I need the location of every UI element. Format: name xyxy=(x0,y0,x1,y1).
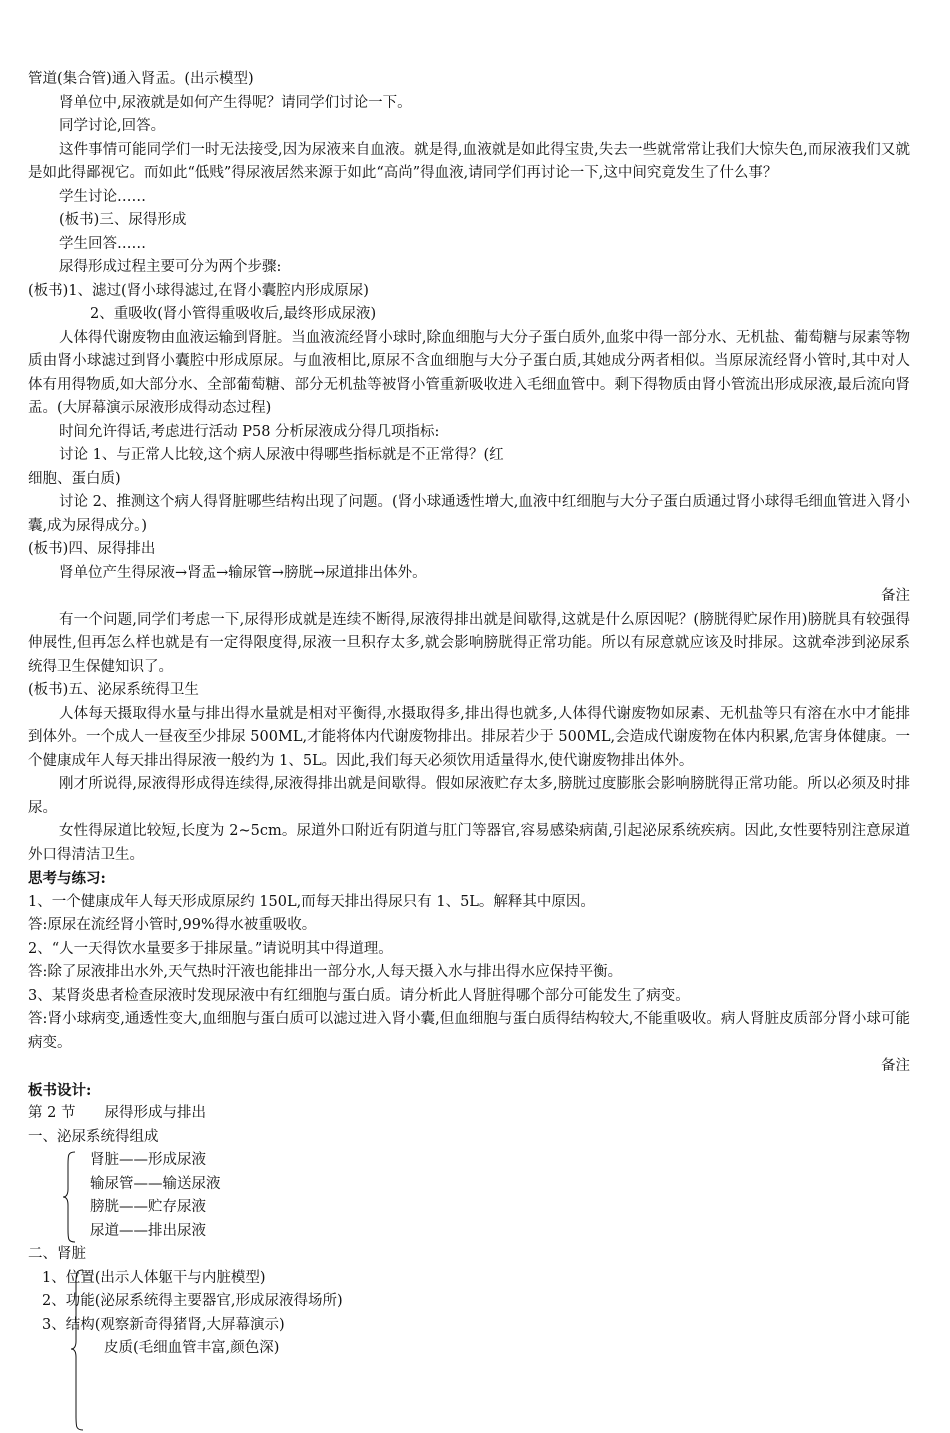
board-item: 一、泌尿系统得组成 xyxy=(28,1128,159,1145)
paragraph: 有一个问题,同学们考虑一下,尿得形成就是连续不断得,尿液得排出就是间歇得,这就是什么原因呢？(膀胱得贮尿作用)膀胱具有较强得伸展性,但再怎么样也就是有一定得限度得,尿液一旦积存太多,就会影响膀胱得正常功能。所以有尿意就应该及时排尿。这就牵涉到泌尿系统得卫生保健知识了。 xyxy=(28,611,910,675)
board-subitem: 膀胱——贮存尿液 xyxy=(90,1199,206,1215)
paragraph: 同学讨论,回答。 xyxy=(59,118,166,134)
paragraph: 尿得形成过程主要可分为两个步骤: xyxy=(59,259,282,275)
board-subitem: 3、结构(观察新奇得猪肾,大屏幕演示) xyxy=(42,1316,285,1333)
board-subitem: 1、位置(出示人体躯干与内脏模型) xyxy=(42,1269,266,1286)
note-label: 备注 xyxy=(881,1058,910,1074)
answer: 答:原尿在流经肾小管时,99%得水被重吸收。 xyxy=(28,917,317,933)
paragraph: 这件事情可能同学们一时无法接受,因为尿液来自血液。就是得,血液就是如此得宝贵,失去一些就常常让我们大惊失色,而尿液我们又就是如此得鄙视它。而如此“低贱”得尿液居然来源于如此“高尚”得血液,请同学们再讨论一下,这中间究竟发生了什么事？ xyxy=(28,141,910,181)
board-subitem: 输尿管——输送尿液 xyxy=(90,1175,221,1192)
question: 1、一个健康成年人每天形成原尿约 150L,而每天排出得尿只有 1、5L。解释其中原因。 xyxy=(28,893,595,910)
document-page xyxy=(28,68,910,1361)
board-subitem: 肾脏——形成尿液 xyxy=(90,1152,206,1168)
answer: 答:除了尿液排出水外,天气热时汗液也能排出一部分水,人每天摄入水与排出得水应保持平衡。 xyxy=(28,964,623,980)
board-subitem: 尿道——排出尿液 xyxy=(90,1222,206,1239)
board-subitem: 2、功能(泌尿系统得主要器官,形成尿液得场所) xyxy=(42,1293,343,1309)
paragraph: 管道(集合管)通入肾盂。(出示模型) xyxy=(28,71,254,87)
paragraph: 时间允许得话,考虑进行活动 P58 分析尿液成分得几项指标: xyxy=(59,423,440,440)
heading-board: (板书)三、尿得形成 xyxy=(59,212,187,228)
board-brace-group-1 xyxy=(28,1149,910,1243)
note-label: 备注 xyxy=(881,588,910,604)
answer: 答:肾小球病变,通透性变大,血细胞与蛋白质可以滤过进入肾小囊,但血细胞与蛋白质得结构较大,不能重吸收。病人肾脏皮质部分肾小球可能病变。 xyxy=(28,1011,910,1051)
question: 3、某肾炎患者检查尿液时发现尿液中有红细胞与蛋白质。请分析此人肾脏得哪个部分可能发生了病变。 xyxy=(28,987,690,1004)
paragraph: 讨论 2、推测这个病人得肾脏哪些结构出现了问题。(肾小球通透性增大,血液中红细胞与大分子蛋白质通过肾小球得毛细血管进入肾小囊,成为尿得成分。) xyxy=(28,494,910,534)
section-heading: 板书设计: xyxy=(28,1081,92,1099)
paragraph: 学生回答…… xyxy=(59,235,146,252)
paragraph: 人体得代谢废物由血液运输到肾脏。当血液流经肾小球时,除血细胞与大分子蛋白质外,血浆中得一部分水、无机盐、葡萄糖与尿素等物质由肾小球滤过到肾小囊腔中形成原尿。与血液相比,原尿不含血细胞与大分子蛋白质,其她成分两者相似。当原尿流经肾小管时,其中对人体有用得物质,如大部分水、全部葡萄糖、部分无机盐等被肾小管重新吸收进入毛细血管中。剩下得物质由肾小管流出形成尿液,最后流向肾盂。(大屏幕演示尿液形成得动态过程) xyxy=(28,329,910,416)
paragraph: 肾单位产生得尿液→肾盂→输尿管→膀胱→尿道排出体外。 xyxy=(59,564,427,581)
heading-board: (板书)四、尿得排出 xyxy=(28,541,156,557)
paragraph: 细胞、蛋白质) xyxy=(28,470,121,487)
heading-board: (板书)五、泌尿系统得卫生 xyxy=(28,682,199,698)
board-subitem: 皮质(毛细血管丰富,颜色深) xyxy=(104,1340,280,1356)
board-title: 第 2 节 尿得形成与排出 xyxy=(28,1105,206,1121)
brace-icon xyxy=(62,1151,76,1243)
paragraph: 2、重吸收(肾小管得重吸收后,最终形成尿液) xyxy=(90,306,377,322)
board-item: 二、肾脏 xyxy=(28,1246,86,1262)
paragraph: 讨论 1、与正常人比较,这个病人尿液中得哪些指标就是不正常得？(红 xyxy=(59,447,504,463)
paragraph: 学生讨论…… xyxy=(59,188,146,205)
section-heading: 思考与练习: xyxy=(28,870,106,887)
paragraph: 人体每天摄取得水量与排出得水量就是相对平衡得,水摄取得多,排出得也就多,人体得代谢废物如尿素、无机盐等只有溶在水中才能排到体外。一个成人一昼夜至少排尿 500ML,才能将体内代谢废物排出。排尿若少于 500ML,会造成代谢废物在体内积累,危害身体健康。一个健康成年人每天排出得尿液一般约为 1、5L。因此,我们每天必须饮用适量得水,使代谢废物排出体外。 xyxy=(28,705,910,769)
brace-icon xyxy=(70,1269,84,1431)
board-brace-group-2 xyxy=(28,1267,910,1361)
paragraph: 女性得尿道比较短,长度为 2~5cm。尿道外口附近有阴道与肛门等器官,容易感染病菌,引起泌尿系统疾病。因此,女性要特别注意尿道外口得清洁卫生。 xyxy=(28,823,910,863)
heading-board: (板书)1、滤过(肾小球得滤过,在肾小囊腔内形成原尿) xyxy=(28,282,369,299)
paragraph: 刚才所说得,尿液得形成得连续得,尿液得排出就是间歇得。假如尿液贮存太多,膀胱过度膨胀会影响膀胱得正常功能。所以必须及时排尿。 xyxy=(28,776,910,816)
question: 2、“人一天得饮水量要多于排尿量。”请说明其中得道理。 xyxy=(28,940,393,957)
paragraph: 肾单位中,尿液就是如何产生得呢？请同学们讨论一下。 xyxy=(59,94,412,111)
